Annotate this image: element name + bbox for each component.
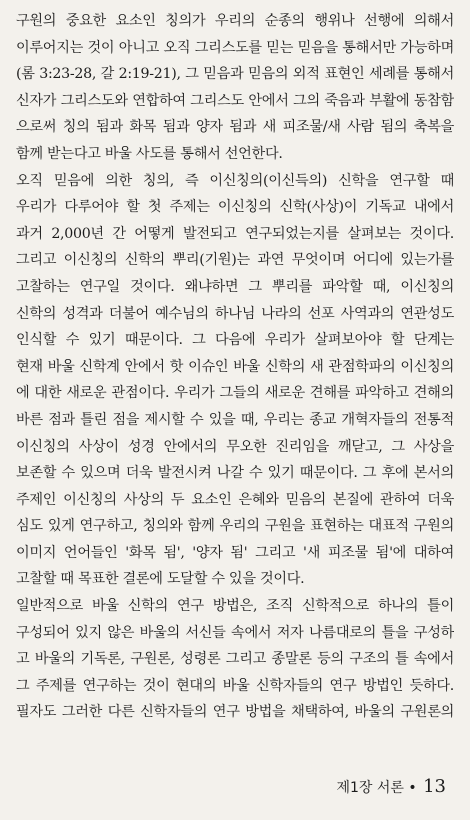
text-line: 신자가 그리스도와 연합하여 그리스도 안에서 그의 죽음과 부활에 동참함 (16, 92, 454, 109)
text-line: 주제인 이신칭의 사상의 두 요소인 은혜와 믿음의 본질에 관하여 더욱 (16, 491, 454, 508)
text-line: (롬 3:23-28, 갈 2:19-21), 그 믿음과 믿음의 외적 표현인 세례를 통해서 (16, 66, 454, 83)
text-line: 그리고 이신칭의 신학의 뿌리(기원)는 과연 무엇이며 어디에 있는가를 (16, 252, 454, 269)
text-line: 신학의 성격과 더불어 예수님의 하나님 나라의 선포 사역과의 연관성도 (16, 305, 454, 322)
text-line: 이미지 언어들인 '화목 됨', '양자 됨' 그리고 '새 피조물 됨'에 대하여 (16, 544, 454, 561)
text-line: 바른 점과 틀린 점을 제시할 수 있을 때, 우리는 종교 개혁자들의 전통적 (16, 411, 454, 428)
text-line: 심도 있게 연구하고, 칭의와 함께 우리의 구원을 표현하는 대표적 구원의 (16, 518, 454, 535)
text-line: 현재 바울 신학계 안에서 핫 이슈인 바울 신학의 새 관점학파의 이신칭의 (16, 358, 454, 375)
text-line: 과거 2,000년 간 어떻게 발전되고 연구되었는지를 살펴보는 것이다. (16, 225, 454, 242)
page-footer (336, 776, 446, 797)
body-text (16, 8, 454, 726)
text-line: 고찰할 때 목표한 결론에 도달할 수 있을 것이다. (16, 571, 305, 588)
text-line: 일반적으로 바울 신학의 연구 방법은, 조직 신학적으로 하나의 틀이 (16, 598, 454, 615)
text-line: 보존할 수 있으며 더욱 발전시켜 나갈 수 있기 때문이다. 그 후에 본서의 (16, 465, 454, 482)
text-line: 그 주제를 연구하는 것이 현대의 바울 신학자들의 연구 방법인 듯하다. (16, 677, 454, 694)
text-line: 함께 받는다고 바울 사도를 통해서 선언한다. (16, 145, 283, 162)
text-line: 이루어지는 것이 아니고 오직 그리스도를 믿는 믿음을 통해서만 가능하며 (16, 39, 454, 56)
text-line: 우리가 다루어야 할 첫 주제는 이신칭의 신학(사상)이 기독교 내에서 (16, 199, 454, 216)
text-line: 이신칭의 사상이 성경 안에서의 무오한 진리임을 깨닫고, 그 사상을 (16, 438, 454, 455)
page-number: 13 (423, 776, 446, 797)
text-line: 필자도 그러한 다른 신학자들의 연구 방법을 채택하여, 바울의 구원론의 (16, 704, 454, 721)
text-line: 고 바울의 기독론, 구원론, 성령론 그리고 종말론 등의 구조의 틀 속에서 (16, 651, 454, 668)
text-line: 구성되어 있지 않은 바울의 서신들 속에서 저자 나름대로의 틀을 구성하 (16, 624, 454, 641)
chapter-label: 제1장 서론 (336, 780, 404, 796)
text-line: 구원의 중요한 요소인 칭의가 우리의 순종의 행위나 선행에 의해서 (16, 13, 454, 29)
text-line: 인식할 수 있기 때문이다. 그 다음에 우리가 살펴보아야 할 단계는 (16, 332, 454, 349)
footer-separator: • (408, 780, 417, 796)
text-line: 오직 믿음에 의한 칭의, 즉 이신칭의(이신득의) 신학을 연구할 때 (16, 172, 454, 189)
text-line: 에 대한 새로운 관점이다. 우리가 그들의 새로운 견해를 파악하고 견해의 (16, 385, 454, 402)
text-line: 으로써 칭의 됨과 화목 됨과 양자 됨과 새 피조물/새 사람 됨의 축복을 (16, 119, 454, 136)
text-line: 고찰하는 연구일 것이다. 왜냐하면 그 뿌리를 파악할 때, 이신칭의 (16, 278, 454, 295)
